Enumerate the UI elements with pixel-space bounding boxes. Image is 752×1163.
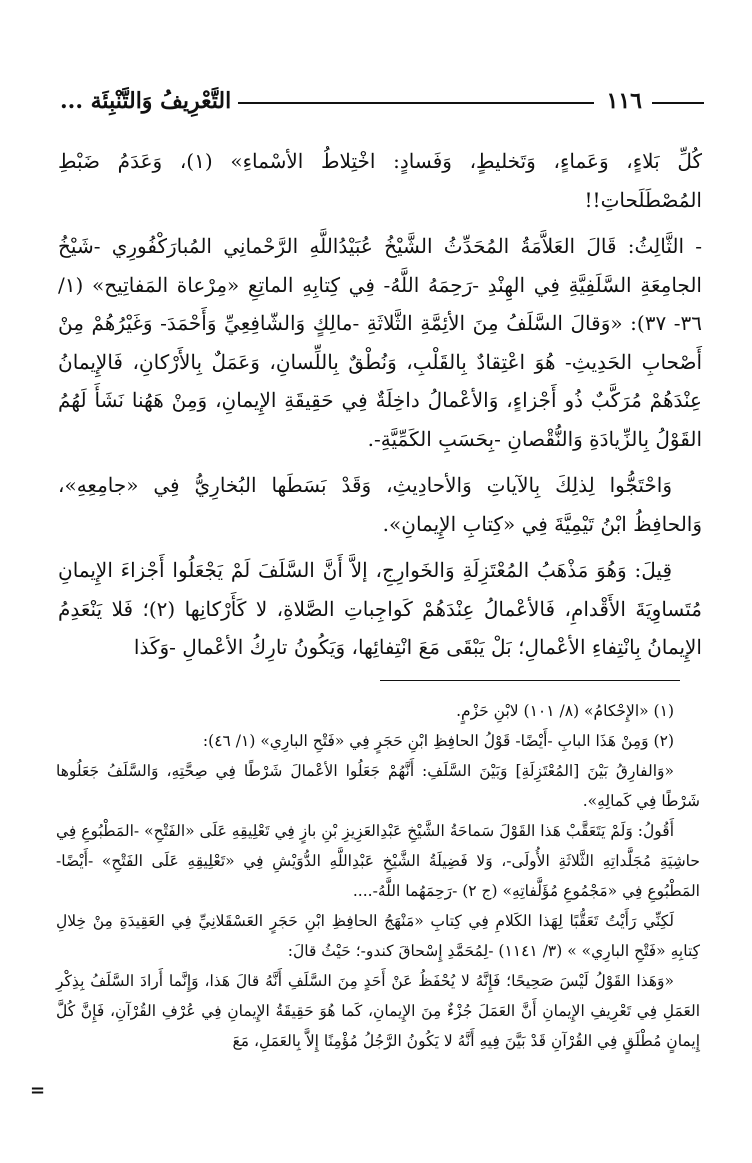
- footnote: (١) «الإِحْكامُ» (٨/ ١٠١) لابْنِ حَزْمٍ.: [456, 702, 674, 720]
- header-rule-long: [238, 102, 594, 104]
- main-text: [58, 142, 702, 675]
- paragraph: كُلِّ بَلاءٍ، وَعَماءٍ، وَتَخليطٍ، وَفَسادٍ: اخْتِلاطُ الأسْماءِ» (١)، وَعَدَمُ ضَبْطِ المُصْطَلَحاتِ!!: [58, 149, 703, 212]
- footnote-comment: أَقُولُ: وَلَمْ يَتَعَقَّبْ هَذا القَوْلَ سَماحَةُ الشَّيْخِ عَبْدِالعَزِيزِ بْنِ بازٍ فِي تَعْلِيقِهِ عَلَى «الفَتْحِ» -المَطْبُوعِ فِي حاشِيَةِ مُجَلَّداتِهِ الثَّلاثَةِ الأُولَى-، وَلا فَضِيلَةُ الشَّيْخِ عَبْدِاللَّهِ الدُّوَيْشِ فِي «تَعْلِيقِهِ عَلَى الفَتْحِ» -أَيْضًا- المَطْبُوعِ فِي «مَجْمُوعِ مُؤَلَّفاتِهِ» (ج ٢) -رَحِمَهُما اللَّهُ-....: [56, 822, 700, 900]
- page-header: [60, 86, 704, 122]
- paragraph: قِيلَ: وَهُوَ مَذْهَبُ المُعْتَزِلَةِ وَالخَوارِجِ، إلاَّ أَنَّ السَّلَفَ لَمْ يَجْعَلُوا أَجْزاءَ الإِيمانِ مُتَساوِيَةَ الأَقْدامِ، فَالأعْمالُ عِنْدَهُمْ كَواجِباتِ الصَّلاةِ، لا كَأَرْكانِها (٢)؛ فَلا يَنْعَدِمُ الإِيمانُ بِانْتِفاءِ الأعْمالِ؛ بَلْ يَبْقَى مَعَ انْتِفائِها، وَيَكُونُ تارِكُ الأعْمالِ -وَكَذا: [58, 558, 702, 659]
- paragraph: - الثَّالِثُ: قَالَ العَلاَّمَةُ المُحَدِّثُ الشَّيْخُ عُبَيْدُاللَّهِ الرَّحْمانِي المُبارَكْفُورِي -شَيْخُ الجامِعَةِ السَّلَفِيَّةِ فِي الهِنْدِ -رَحِمَهُ اللَّهُ- فِي كِتابِهِ الماتِعِ «مِرْعاة المَفاتِيح» (١/ ٣٦- ٣٧): «وَقالَ السَّلَفُ مِنَ الأئِمَّةِ الثَّلاثَةِ -مالِكٍ وَالشّافِعِيِّ وَأَحْمَدَ- وَغَيْرُهُمْ مِنْ أَصْحابِ الحَدِيثِ- هُوَ اعْتِقادٌ بِالقَلْبِ، وَنُطْقٌ بِاللِّسانِ، وَعَمَلٌ بِالأَرْكانِ، فَالإِيمانُ عِنْدَهُمْ مُرَكَّبٌ ذُو أَجْزاءٍ، وَالأعْمالُ داخِلَةٌ فِي حَقِيقَةِ الإِيمانِ، وَمِنْ هَهُنا نَشَأَ لَهُمُ القَوْلُ بِالزِّيادَةِ وَالنُّقْصانِ -بِحَسَبِ الكَمِّيَّةِ-.: [58, 234, 703, 451]
- footnote-comment: لَكِنِّي رَأَيْتُ تَعَقُّبًا لِهَذا الكَلامِ فِي كِتابِ «مَنْهَجُ الحافِظِ ابْنِ حَجَرٍ العَسْقَلانِيِّ فِي العَقِيدَةِ مِنْ خِلالِ كِتابِهِ «فَتْحِ البارِي» » (٣/ ١١٤١) -لِمُحَمَّدِ إِسْحاقَ كندو-؛ حَيْثُ قالَ:: [56, 912, 700, 960]
- footnote-quote: «وَالفارِقُ بَيْنَ [المُعْتَزِلَةِ] وَبَيْنَ السَّلَفِ: أَنَّهُمْ جَعَلُوا الأعْمالَ شَرْطًا فِي صِحَّتِهِ، وَالسَّلَفُ جَعَلُوها شَرْطًا فِي كَمالِهِ».: [56, 762, 700, 810]
- footnote-separator: [380, 680, 680, 681]
- page-number: ١١٦: [606, 88, 642, 114]
- running-title: التَّعْرِيفُ وَالتَّنْبِئَة ...: [60, 88, 232, 114]
- continuation-mark: =: [30, 1080, 46, 1101]
- header-rule: [652, 102, 704, 104]
- footnote: (٢) وَمِنْ هَذَا البابِ -أَيْضًا- قَوْلُ الحافِظِ ابْنِ حَجَرٍ فِي «فَتْحِ البارِي» (١/ ٤٦):: [202, 732, 674, 750]
- paragraph: وَاحْتَجُّوا لِذلِكَ بِالآياتِ وَالأحادِيثِ، وَقَدْ بَسَطَها البُخارِيُّ فِي «جامِعِهِ»، وَالحافِظُ ابْنُ تَيْمِيَّةَ فِي «كِتابِ الإِيمانِ».: [58, 473, 702, 536]
- footnote-quote: «وَهَذا القَوْلُ لَيْسَ صَحِيحًا؛ فَإِنَّهُ لا يُحْفَظُ عَنْ أَحَدٍ مِنَ السَّلَفِ أَنَّهُ قالَ هَذا، وَإِنَّما أَرادَ السَّلَفُ بِذِكْرِ العَمَلِ فِي تَعْرِيفِ الإِيمانِ أَنَّ العَمَلَ جُزْءٌ مِنَ الإِيمانِ، كَما هُوَ حَقِيقَةُ الإِيمانِ فِي عُرْفِ القُرْآنِ، فَإِنَّ كُلَّ إِيمانٍ مُطْلَقٍ فِي القُرْآنِ قَدْ بَيَّنَ فِيهِ أَنَّهُ لا يَكُونُ الرَّجُلُ مُؤْمِنًا إِلاَّ بِالعَمَلِ، مَعَ: [56, 972, 700, 1050]
- footnotes: [56, 696, 700, 1056]
